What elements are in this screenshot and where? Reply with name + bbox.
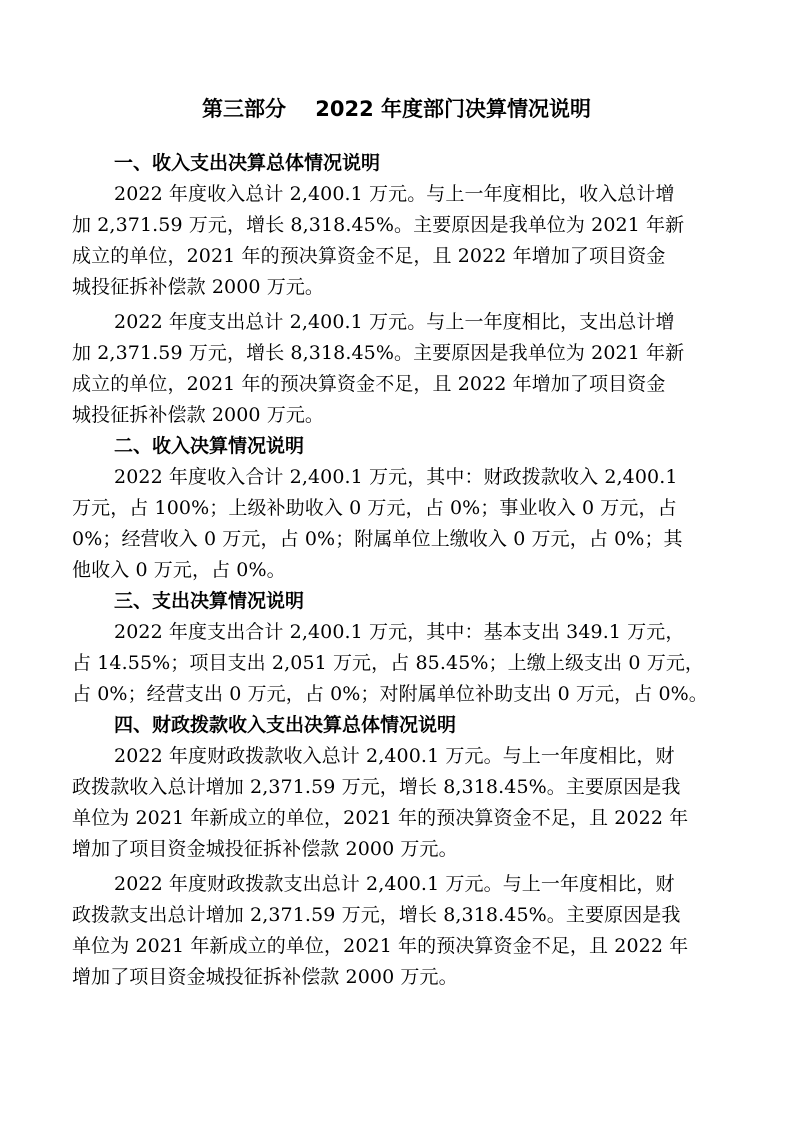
document-title: 第三部分 2022 年度部门决算情况说明 <box>201 97 591 121</box>
text-line: 万元，占 100%；上级补助收入 0 万元，占 0%；事业收入 0 万元，占 <box>72 497 677 519</box>
text-line: 增加了项目资金城投征拆补偿款 2000 万元。 <box>72 966 458 988</box>
section-heading: 三、支出决算情况说明 <box>114 590 305 612</box>
section-fiscal-appropriation <box>72 710 732 993</box>
paragraph <box>72 462 732 586</box>
text-line: 2022 年度支出合计 2,400.1 万元，其中：基本支出 349.1 万元， <box>114 621 685 643</box>
text-line: 成立的单位，2021 年的预决算资金不足，且 2022 年增加了项目资金 <box>72 245 666 267</box>
text-line: 2022 年度收入总计 2,400.1 万元。与上一年度相比，收入总计增 <box>114 183 675 205</box>
section-heading: 二、收入决算情况说明 <box>114 435 305 457</box>
section-expenditure <box>72 586 732 710</box>
text-line: 占 14.55%；项目支出 2,051 万元，占 85.45%；上缴上级支出 0 万元， <box>72 652 705 674</box>
text-line: 增加了项目资金城投征拆补偿款 2000 万元。 <box>72 838 458 860</box>
paragraph <box>72 741 732 865</box>
paragraph <box>72 179 732 303</box>
text-line: 城投征拆补偿款 2000 万元。 <box>72 276 325 298</box>
paragraph <box>72 869 732 993</box>
paragraph <box>72 617 732 710</box>
text-line: 政拨款收入总计增加 2,371.59 万元，增长 8,318.45%。主要原因是我 <box>72 776 681 798</box>
text-line: 政拨款支出总计增加 2,371.59 万元，增长 8,318.45%。主要原因是我 <box>72 904 681 926</box>
text-line: 占 0%；经营支出 0 万元，占 0%；对附属单位补助支出 0 万元，占 0%。 <box>72 683 708 705</box>
text-line: 成立的单位，2021 年的预决算资金不足，且 2022 年增加了项目资金 <box>72 373 666 395</box>
section-income-expenditure-overview <box>72 148 732 431</box>
section-heading: 四、财政拨款收入支出决算总体情况说明 <box>114 714 457 736</box>
section-heading: 一、收入支出决算总体情况说明 <box>114 152 381 174</box>
text-line: 加 2,371.59 万元，增长 8,318.45%。主要原因是我单位为 2021 年新 <box>72 342 685 364</box>
text-line: 他收入 0 万元，占 0%。 <box>72 559 286 581</box>
text-line: 单位为 2021 年新成立的单位，2021 年的预决算资金不足，且 2022 年 <box>72 935 689 957</box>
text-line: 2022 年度财政拨款支出总计 2,400.1 万元。与上一年度相比，财 <box>114 873 675 895</box>
document-body <box>72 148 732 993</box>
text-line: 0%；经营收入 0 万元，占 0%；附属单位上缴收入 0 万元，占 0%；其 <box>72 528 683 550</box>
paragraph <box>72 307 732 431</box>
text-line: 2022 年度收入合计 2,400.1 万元，其中：财政拨款收入 2,400.1 <box>114 466 678 488</box>
section-income <box>72 431 732 586</box>
text-line: 加 2,371.59 万元，增长 8,318.45%。主要原因是我单位为 2021 年新 <box>72 214 685 236</box>
text-line: 2022 年度财政拨款收入总计 2,400.1 万元。与上一年度相比，财 <box>114 745 675 767</box>
text-line: 单位为 2021 年新成立的单位，2021 年的预决算资金不足，且 2022 年 <box>72 807 689 829</box>
text-line: 城投征拆补偿款 2000 万元。 <box>72 404 325 426</box>
text-line: 2022 年度支出总计 2,400.1 万元。与上一年度相比，支出总计增 <box>114 311 675 333</box>
